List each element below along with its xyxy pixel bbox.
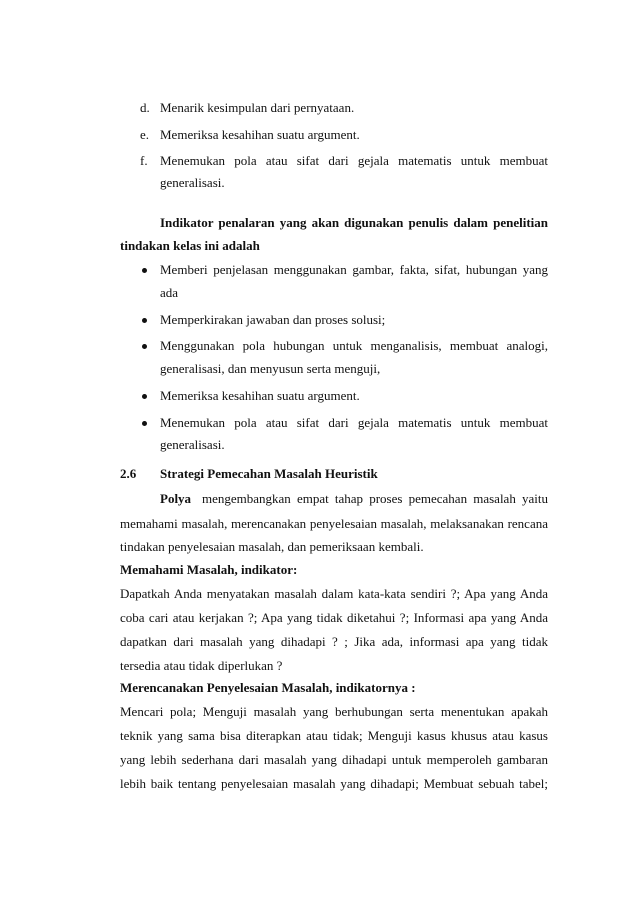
paragraph-bold-start: Polya [160, 491, 192, 506]
paragraph-line2: memahami masalah, merencanakan penyelesaian masalah, melaksanakan rencana [120, 516, 548, 531]
subsection-2-line: Mencari pola; Menguji masalah yang berhubungan serta menentukan apakah [120, 704, 548, 719]
bullet-item-5-line2: generalisasi. [160, 437, 225, 452]
subsection-1-line: coba cari atau kerjakan ?; Apa yang tidak diketahui ?; Informasi apa yang Anda [120, 610, 548, 625]
bullet-item-4-line1: Memeriksa kesahihan suatu argument. [160, 388, 360, 403]
subsection-heading-2: Merencanakan Penyelesaian Masalah, indikatornya : [120, 680, 416, 695]
bullet-item-5-line1: Menemukan pola atau sifat dari gejala matematis untuk membuat [160, 415, 548, 430]
bullet-item-3-line1: Menggunakan pola hubungan untuk menganalisis, membuat analogi, [160, 338, 548, 353]
bullet-item-1-line2: ada [160, 285, 179, 300]
list-item-f-line1: Menemukan pola atau sifat dari gejala matematis untuk membuat [160, 153, 548, 168]
subsection-1-line: tersedia atau tidak diperlukan ? [120, 658, 283, 673]
bullet-item-1-line1: Memberi penjelasan menggunakan gambar, fakta, sifat, hubungan yang [160, 262, 548, 277]
list-marker-d: d. [140, 100, 150, 115]
list-marker-e: e. [140, 127, 150, 142]
bullet-item-3-line2: generalisasi, dan menyusun serta menguji, [160, 361, 381, 376]
bullet-dot [142, 318, 147, 323]
subsection-2-line: lebih baik tentang penyelesaian masalah yang dihadapi; Membuat sebuah tabel; [120, 776, 548, 791]
subsection-2-line: teknik yang sama bisa diterapkan atau tidak; Menguji kasus khusus atau kasus [120, 728, 548, 743]
section-title: Strategi Pemecahan Masalah Heuristik [160, 466, 378, 481]
list-item-f-line2: generalisasi. [160, 175, 225, 190]
subsection-2-line: yang lebih sederhana dari masalah yang dihadapi untuk memperoleh gambaran [120, 752, 548, 767]
paragraph-line3: tindakan penyelesaian masalah, dan pemeriksaan kembali. [120, 539, 424, 554]
bullet-dot [142, 421, 147, 426]
paragraph-line1: mengembangkan empat tahap proses pemecahan masalah yaitu [202, 491, 548, 506]
bullet-item-2-line1: Memperkirakan jawaban dan proses solusi; [160, 312, 386, 327]
subsection-1-line: dapatkan dari masalah yang dihadapi ? ; Jika ada, informasi apa yang tidak [120, 634, 548, 649]
list-marker-f: f. [140, 153, 148, 168]
subsection-1-line: Dapatkah Anda menyatakan masalah dalam kata-kata sendiri ?; Apa yang Anda [120, 586, 548, 601]
bullet-dot [142, 268, 147, 273]
indicator-intro-line2: tindakan kelas ini adalah [120, 238, 260, 253]
list-item-d: Menarik kesimpulan dari pernyataan. [160, 100, 355, 115]
bullet-dot [142, 394, 147, 399]
indicator-intro-line1: Indikator penalaran yang akan digunakan penulis dalam penelitian [160, 215, 548, 230]
subsection-heading-1: Memahami Masalah, indikator: [120, 562, 298, 577]
bullet-dot [142, 344, 147, 349]
list-item-e: Memeriksa kesahihan suatu argument. [160, 127, 360, 142]
section-number: 2.6 [120, 466, 137, 481]
